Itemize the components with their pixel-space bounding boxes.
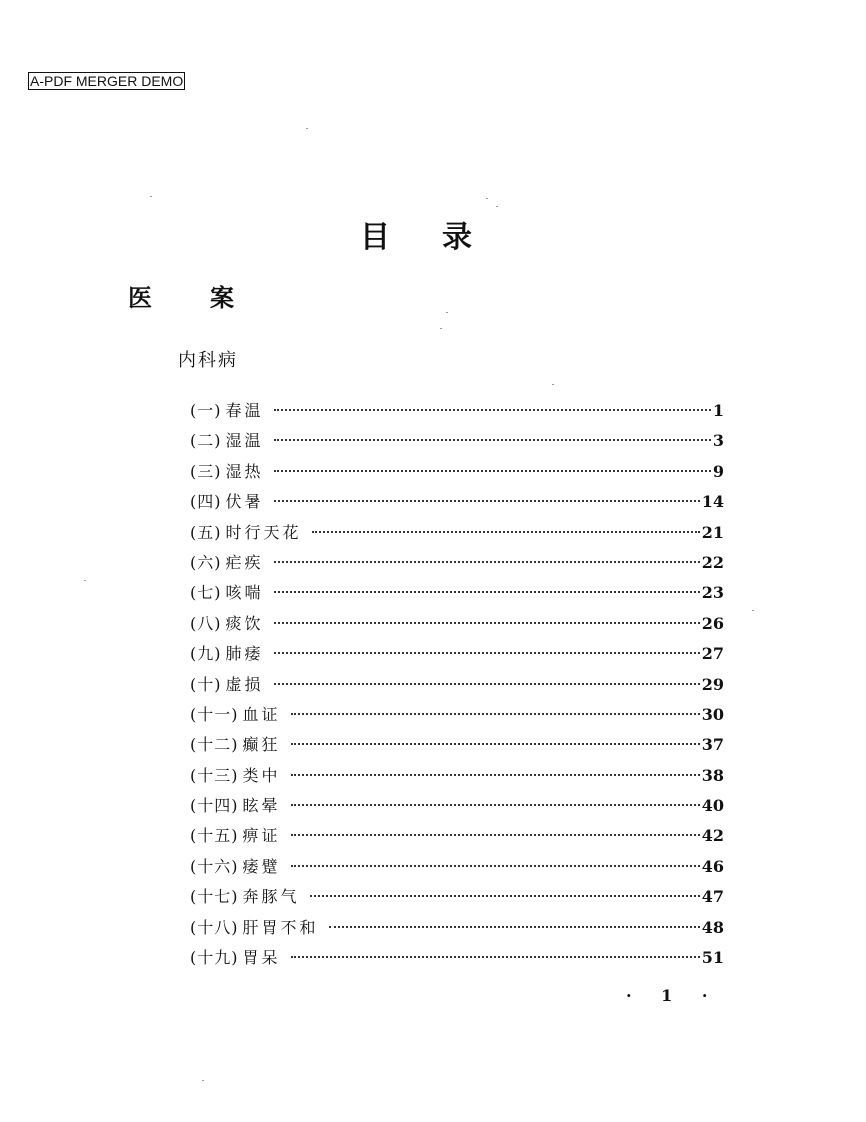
toc-entry <box>190 854 724 884</box>
page-title: 目录 <box>360 220 524 255</box>
toc-entry-title: 肝胃不和 <box>242 917 319 937</box>
toc-entry-page: 27 <box>701 644 724 664</box>
toc-entry <box>190 520 724 550</box>
page-number: · 1 · <box>626 986 720 1005</box>
toc-entry-title: 春温 <box>225 401 264 420</box>
toc-entry <box>190 732 724 762</box>
toc-entry-page: 42 <box>701 826 724 846</box>
toc-entry-title: 湿热 <box>225 461 264 481</box>
toc-dot-leader <box>274 591 700 593</box>
toc-entry-number: (四) <box>190 492 222 512</box>
toc-entry-number: (七) <box>190 583 222 603</box>
toc-dot-leader <box>291 834 700 836</box>
toc-entry-title: 虚损 <box>225 674 264 694</box>
toc-entry-page: 47 <box>701 887 724 907</box>
toc-entry <box>190 945 724 975</box>
toc-dot-leader <box>274 439 711 441</box>
toc-entry-page: 30 <box>701 704 724 724</box>
toc-entry-title: 痹证 <box>242 826 281 846</box>
toc-entry-page: 1 <box>712 401 724 420</box>
toc-dot-leader <box>291 865 700 867</box>
toc-entry-page: 38 <box>701 765 724 785</box>
toc-entry-title: 血证 <box>242 704 281 724</box>
toc-entry <box>190 915 724 945</box>
toc-entry-number: (六) <box>190 552 222 572</box>
toc-entry-title: 肺痿 <box>225 644 264 664</box>
toc-dot-leader <box>291 743 700 745</box>
toc-entry-number: (十四) <box>190 796 239 816</box>
toc-dot-leader <box>274 561 700 563</box>
toc-entry-title: 类中 <box>242 765 281 785</box>
toc-entry-number: (十二) <box>190 735 239 755</box>
toc-entry-number: (十八) <box>190 917 239 937</box>
toc-entry-page: 3 <box>712 431 724 451</box>
toc-entry-number: (九) <box>190 644 222 664</box>
toc-dot-leader <box>291 804 700 806</box>
subsection-heading: 内科病 <box>178 350 238 371</box>
toc-dot-leader <box>274 683 700 685</box>
toc-dot-leader <box>329 926 700 928</box>
scan-speck <box>446 312 448 313</box>
toc-entry <box>190 580 724 610</box>
scan-speck <box>752 610 754 611</box>
toc-entry-page: 14 <box>701 492 724 512</box>
scan-speck <box>440 328 442 329</box>
scan-speck <box>552 384 554 385</box>
toc-entry-page: 51 <box>701 948 724 968</box>
toc-entry-title: 眩晕 <box>242 796 281 816</box>
toc-dot-leader <box>291 774 700 776</box>
toc-entry-page: 40 <box>701 796 724 816</box>
scan-speck <box>496 206 498 207</box>
toc-entry-page: 9 <box>712 461 724 481</box>
toc-entry <box>190 884 724 914</box>
watermark-label: A-PDF MERGER DEMO <box>30 73 184 89</box>
toc-dot-leader <box>291 956 700 958</box>
toc-entry <box>190 763 724 793</box>
toc-entry-title: 癫狂 <box>242 735 281 755</box>
toc-entry-number: (五) <box>190 522 222 542</box>
toc-entry-title: 痰饮 <box>225 613 264 633</box>
toc-entry-number: (八) <box>190 613 222 633</box>
toc-entry-number: (十一) <box>190 704 239 724</box>
toc-entry-page: 29 <box>701 674 724 694</box>
toc-entry-title: 胃呆 <box>242 948 281 968</box>
toc-entry-title: 咳喘 <box>225 583 264 603</box>
scan-speck <box>84 580 86 581</box>
toc-entry <box>190 611 724 641</box>
toc-entry <box>190 641 724 671</box>
toc-dot-leader <box>274 409 711 411</box>
toc-entry-number: (十五) <box>190 826 239 846</box>
toc-entry-number: (十三) <box>190 765 239 785</box>
scan-speck <box>150 196 152 197</box>
toc-entry-number: (十七) <box>190 887 239 907</box>
toc-dot-leader <box>274 652 700 654</box>
toc-entry-number: (三) <box>190 461 222 481</box>
toc-entry-page: 26 <box>701 613 724 633</box>
toc-entry-number: (二) <box>190 431 222 451</box>
toc-entry <box>190 702 724 732</box>
toc-entry-title: 痿躄 <box>242 856 281 876</box>
toc-entry <box>190 428 724 458</box>
scan-speck <box>202 1080 204 1081</box>
toc-entry-number: (十) <box>190 674 222 694</box>
toc-entry-page: 23 <box>701 583 724 603</box>
toc-entry <box>190 672 724 702</box>
toc-entry-title: 伏暑 <box>225 492 264 512</box>
toc-entry <box>190 793 724 823</box>
toc-entry-title: 时行天花 <box>225 522 302 542</box>
toc-dot-leader <box>274 622 700 624</box>
scan-speck <box>486 198 488 199</box>
toc-dot-leader <box>310 895 700 897</box>
toc-dot-leader <box>274 500 700 502</box>
scan-speck <box>306 128 308 129</box>
toc-entry <box>190 823 724 853</box>
toc-entry-number: (十九) <box>190 948 239 968</box>
toc-entry-title: 奔豚气 <box>242 887 300 907</box>
toc-entry <box>190 550 724 580</box>
toc-entry-page: 22 <box>701 552 724 572</box>
toc-entry-page: 46 <box>701 856 724 876</box>
toc-entry <box>190 489 724 519</box>
toc-entry-number: (十六) <box>190 856 239 876</box>
toc-dot-leader <box>291 713 700 715</box>
toc-dot-leader <box>312 531 700 533</box>
toc-entry-page: 48 <box>701 917 724 937</box>
toc-entry-page: 21 <box>701 522 724 542</box>
table-of-contents <box>190 398 724 975</box>
toc-entry <box>190 398 724 428</box>
toc-entry-title: 湿温 <box>225 431 264 451</box>
toc-entry-title: 疟疾 <box>225 552 264 572</box>
toc-dot-leader <box>274 470 711 472</box>
toc-entry-number: (一) <box>190 401 222 420</box>
toc-entry-page: 37 <box>701 735 724 755</box>
toc-entry <box>190 459 724 489</box>
section-heading: 医案 <box>128 283 292 312</box>
